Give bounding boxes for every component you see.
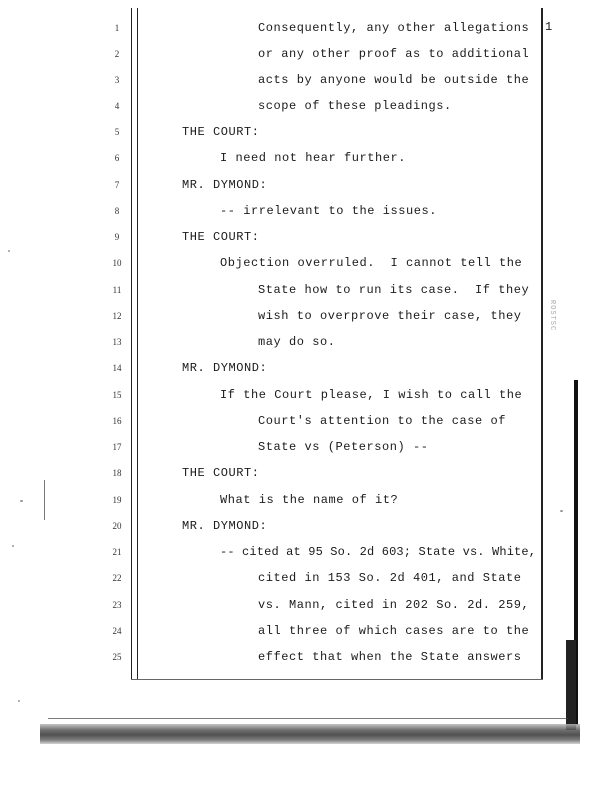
speaker-label: MR. DYMOND:: [182, 361, 268, 375]
transcript-line: acts by anyone would be outside the: [258, 73, 530, 87]
line-number: 2: [114, 49, 120, 59]
line-number: 22: [112, 573, 122, 583]
line-number: 9: [114, 232, 120, 242]
line-number: 5: [114, 127, 120, 137]
line-number: 11: [112, 285, 122, 295]
scan-speck: [20, 500, 23, 502]
transcript-line: -- irrelevant to the issues.: [220, 204, 438, 218]
line-number: 19: [112, 495, 122, 505]
speaker-label: THE COURT:: [182, 230, 260, 244]
transcript-line: cited in 153 So. 2d 401, and State: [258, 571, 522, 585]
scan-speck: [18, 700, 20, 702]
scan-speck: [8, 250, 10, 252]
transcript-line: may do so.: [258, 335, 336, 349]
line-number: 7: [114, 180, 120, 190]
left-margin-rule-inner: [137, 8, 138, 680]
line-number: 24: [112, 626, 122, 636]
line-number: 20: [112, 521, 122, 531]
line-number: 13: [112, 337, 122, 347]
scan-edge-right-shadow: [566, 640, 576, 730]
scan-streak: [44, 480, 45, 520]
line-number: 15: [112, 390, 122, 400]
transcript-line: all three of which cases are to the: [258, 624, 530, 638]
line-number: 6: [114, 153, 120, 163]
line-number: 21: [112, 547, 122, 557]
line-number: 25: [112, 652, 122, 662]
line-number: 23: [112, 600, 122, 610]
line-number: 14: [112, 363, 122, 373]
transcript-line: Court's attention to the case of: [258, 414, 507, 428]
transcript-line: State how to run its case. If they: [258, 283, 530, 297]
line-number: 10: [112, 258, 122, 268]
right-margin-rule: [541, 8, 543, 680]
transcript-line: scope of these pleadings.: [258, 99, 452, 113]
transcript-line: Objection overruled. I cannot tell the: [220, 256, 523, 270]
transcript-line: I need not hear further.: [220, 151, 407, 165]
transcript-line: What is the name of it?: [220, 493, 399, 507]
line-number: 12: [112, 311, 122, 321]
speaker-label: MR. DYMOND:: [182, 178, 268, 192]
transcript-line: or any other proof as to additional: [258, 47, 530, 61]
transcript-line: vs. Mann, cited in 202 So. 2d. 259,: [258, 598, 530, 612]
transcript-line: If the Court please, I wish to call the: [220, 388, 523, 402]
speaker-label: MR. DYMOND:: [182, 519, 268, 533]
line-number: 8: [114, 206, 120, 216]
line-number: 17: [112, 442, 122, 452]
transcript-line: Consequently, any other allegations: [258, 21, 530, 35]
transcript-line: effect that when the State answers: [258, 650, 522, 664]
margin-stamp: ROSTSC: [548, 300, 556, 332]
line-number: 3: [114, 75, 120, 85]
scan-speck: [560, 510, 563, 512]
line-number: 18: [112, 468, 122, 478]
transcript-line: -- cited at 95 So. 2d 603; State vs. White,: [220, 545, 537, 559]
speaker-label: THE COURT:: [182, 125, 260, 139]
bottom-margin-rule: [131, 679, 543, 680]
line-number: 1: [114, 23, 120, 33]
transcript-line: wish to overprove their case, they: [258, 309, 522, 323]
page-number: 1: [545, 20, 553, 34]
line-number: 4: [114, 101, 120, 111]
line-number: 16: [112, 416, 122, 426]
speaker-label: THE COURT:: [182, 466, 260, 480]
scan-line: [48, 718, 568, 719]
scan-speck: [12, 545, 14, 547]
scan-bottom-bar: [40, 724, 580, 744]
transcript-line: State vs (Peterson) --: [258, 440, 429, 454]
